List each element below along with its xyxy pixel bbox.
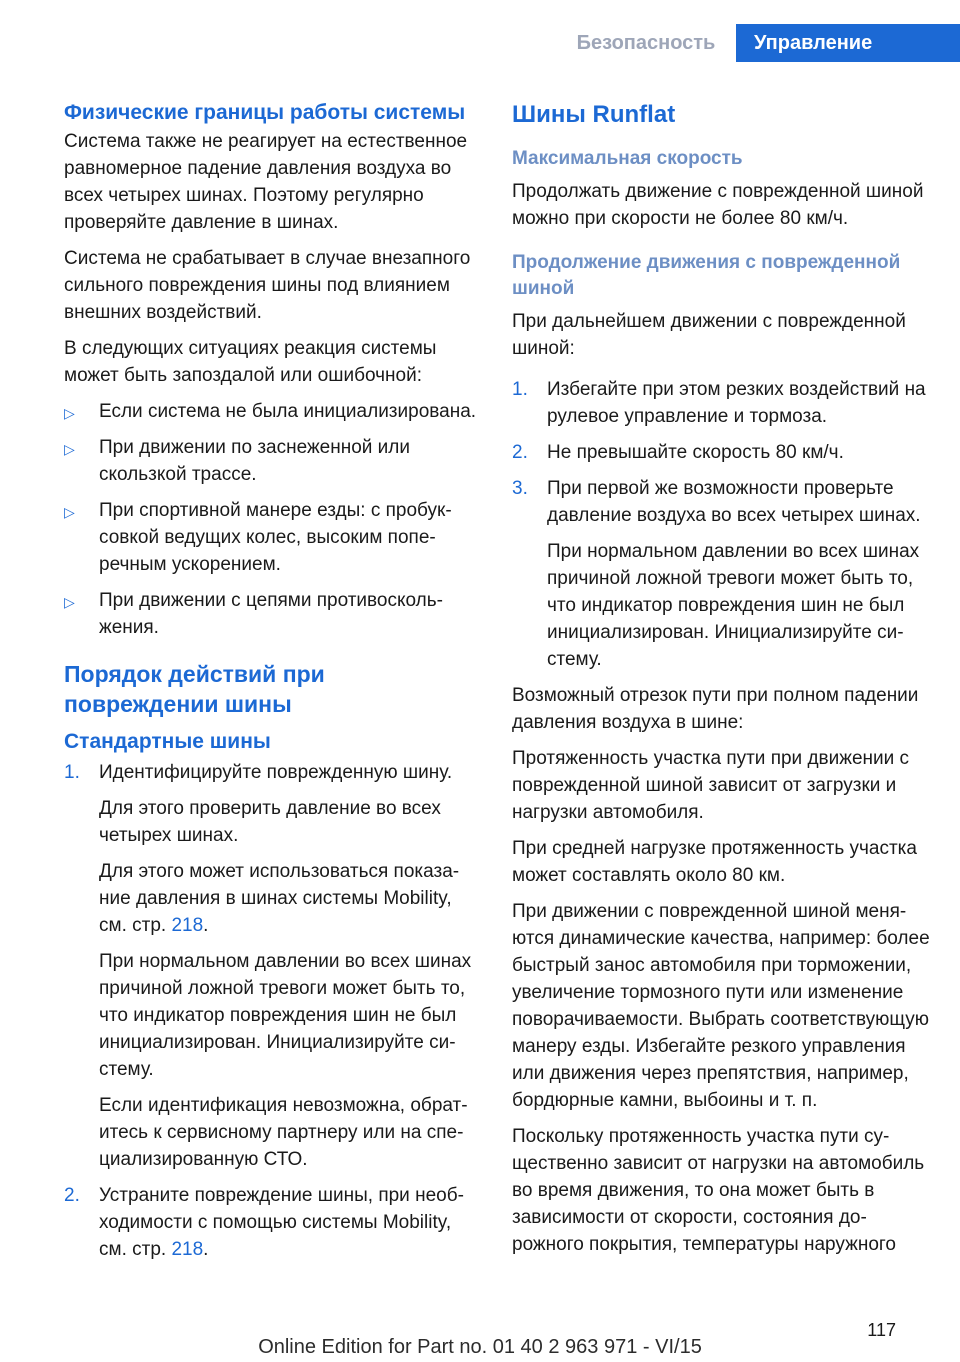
bullet-text: При движении с цепями противоскольжения. xyxy=(99,590,443,638)
paragraph: При дальнейшем движении с поврежденной шиной: xyxy=(512,311,906,359)
subsection-title-max-speed: Максимальная скорость xyxy=(512,148,743,169)
step-item xyxy=(512,475,930,529)
edition-footer: Online Edition for Part no. 01 40 2 963 971 - VI/15 xyxy=(258,1336,702,1358)
step-text: Устраните повреждение шины, при необходимости с помощью системы Mobility, см. стр. xyxy=(99,1185,464,1260)
step-item xyxy=(512,376,930,430)
step-text: Не превышайте скорость 80 км/ч. xyxy=(547,442,844,463)
step-number: 3. xyxy=(512,478,528,499)
step-note: При нормальном давлении во всех шинах причиной ложной тревоги может быть то, что индикатор повреждения шин не был инициализирован. Инициализируйте систему. xyxy=(99,951,472,1080)
step-note xyxy=(64,858,482,939)
step-item xyxy=(64,1182,482,1263)
step-number: 1. xyxy=(64,762,80,783)
paragraph: Поскольку протяженность участка пути существенно зависит от нагрузки на автомобиль во время движения, то она может быть в зависимости от скорости, состояния дорожного покрытия, температуры наружного xyxy=(512,1126,925,1255)
section-title-procedure: Порядок действий при повреждении шины xyxy=(64,661,325,717)
step-note: При нормальном давлении во всех шинах причиной ложной тревоги может быть то, что индикатор повреждения шин не был инициализирован. Инициализируйте систему. xyxy=(547,541,920,670)
subsection-title-continue: Продолжение движения с поврежденной шиной xyxy=(512,252,901,299)
period: . xyxy=(203,1239,209,1260)
step-number: 1. xyxy=(512,379,528,400)
paragraph: Система не срабатывает в случае внезапного сильного повреждения шины под влиянием внешних воздействий. xyxy=(64,248,471,323)
page-link[interactable]: 218 xyxy=(171,1239,204,1260)
period: . xyxy=(203,915,209,936)
tab-safety[interactable]: Безопасность xyxy=(556,24,736,62)
step-text: Избегайте при этом резких воздействий на рулевое управление и тормоза. xyxy=(547,379,926,427)
header-tabs xyxy=(556,24,960,62)
step-note: Для этого проверить давление во всех четырех шинах. xyxy=(99,798,441,846)
right-column xyxy=(512,100,930,1267)
paragraph: При средней нагрузке протяженность участка может составлять около 80 км. xyxy=(512,838,917,886)
triangle-bullet-icon: ▷ xyxy=(64,405,75,421)
paragraph: Продолжать движение с поврежденной шиной можно при скорости не более 80 км/ч. xyxy=(512,181,924,229)
bullet-item xyxy=(64,434,482,488)
step-item xyxy=(64,759,482,786)
step-number: 2. xyxy=(512,442,528,463)
page-link[interactable]: 218 xyxy=(171,915,204,936)
triangle-bullet-icon: ▷ xyxy=(64,594,75,610)
bullet-item xyxy=(64,587,482,641)
section-title-limits: Физические границы работы системы xyxy=(64,101,466,124)
bullet-item xyxy=(64,398,482,425)
step-text: Идентифицируйте поврежденную шину. xyxy=(99,762,453,783)
bullet-text: При спортивной манере езды: с пробуксовкой ведущих колес, высоким поперечным ускорением. xyxy=(99,500,452,575)
step-number: 2. xyxy=(64,1185,80,1206)
section-title-runflat: Шины Runflat xyxy=(512,101,676,128)
bullet-item xyxy=(64,497,482,578)
paragraph: Система также не реагирует на естественное равномерное падение давления воздуха во всех четырех шинах. Поэтому регулярно проверяйте давление в шинах. xyxy=(64,131,468,233)
step-note-text: Для этого может использоваться показание давления в шинах системы Mobility, см. стр. xyxy=(99,861,460,936)
triangle-bullet-icon: ▷ xyxy=(64,504,75,520)
paragraph: Протяженность участка пути при движении с поврежденной шиной зависит от загрузки и нагрузки автомобиля. xyxy=(512,748,910,823)
step-item xyxy=(512,439,930,466)
step-note: Если идентификация невозможна, обратитесь к сервисному партнеру или на специализированную СТО. xyxy=(99,1095,468,1170)
paragraph: Возможный отрезок пути при полном падении давления воздуха в шине: xyxy=(512,685,919,733)
paragraph: При движении с поврежденной шиной меняются динамические качества, например: более быстрый занос автомобиля при торможении, увеличение тормозного пути или изменение поворачиваемости. Выбрать соответствующую манеру езды. Избегайте резкого управления или движения через препятствия, например, бордюрные камни, выбоины и т. п. xyxy=(512,901,930,1111)
page-number: 117 xyxy=(867,1320,896,1340)
subsection-title-standard: Стандартные шины xyxy=(64,730,271,753)
tab-controls[interactable]: Управление xyxy=(736,24,960,62)
step-text: При первой же возможности проверьте давление воздуха во всех четырех шинах. xyxy=(547,478,921,526)
left-column xyxy=(64,100,482,1272)
paragraph: В следующих ситуациях реакция системы может быть запоздалой или ошибочной: xyxy=(64,338,437,386)
bullet-text: Если система не была инициализирована. xyxy=(99,401,477,422)
triangle-bullet-icon: ▷ xyxy=(64,441,75,457)
bullet-text: При движении по заснеженной или скользкой трассе. xyxy=(99,437,410,485)
